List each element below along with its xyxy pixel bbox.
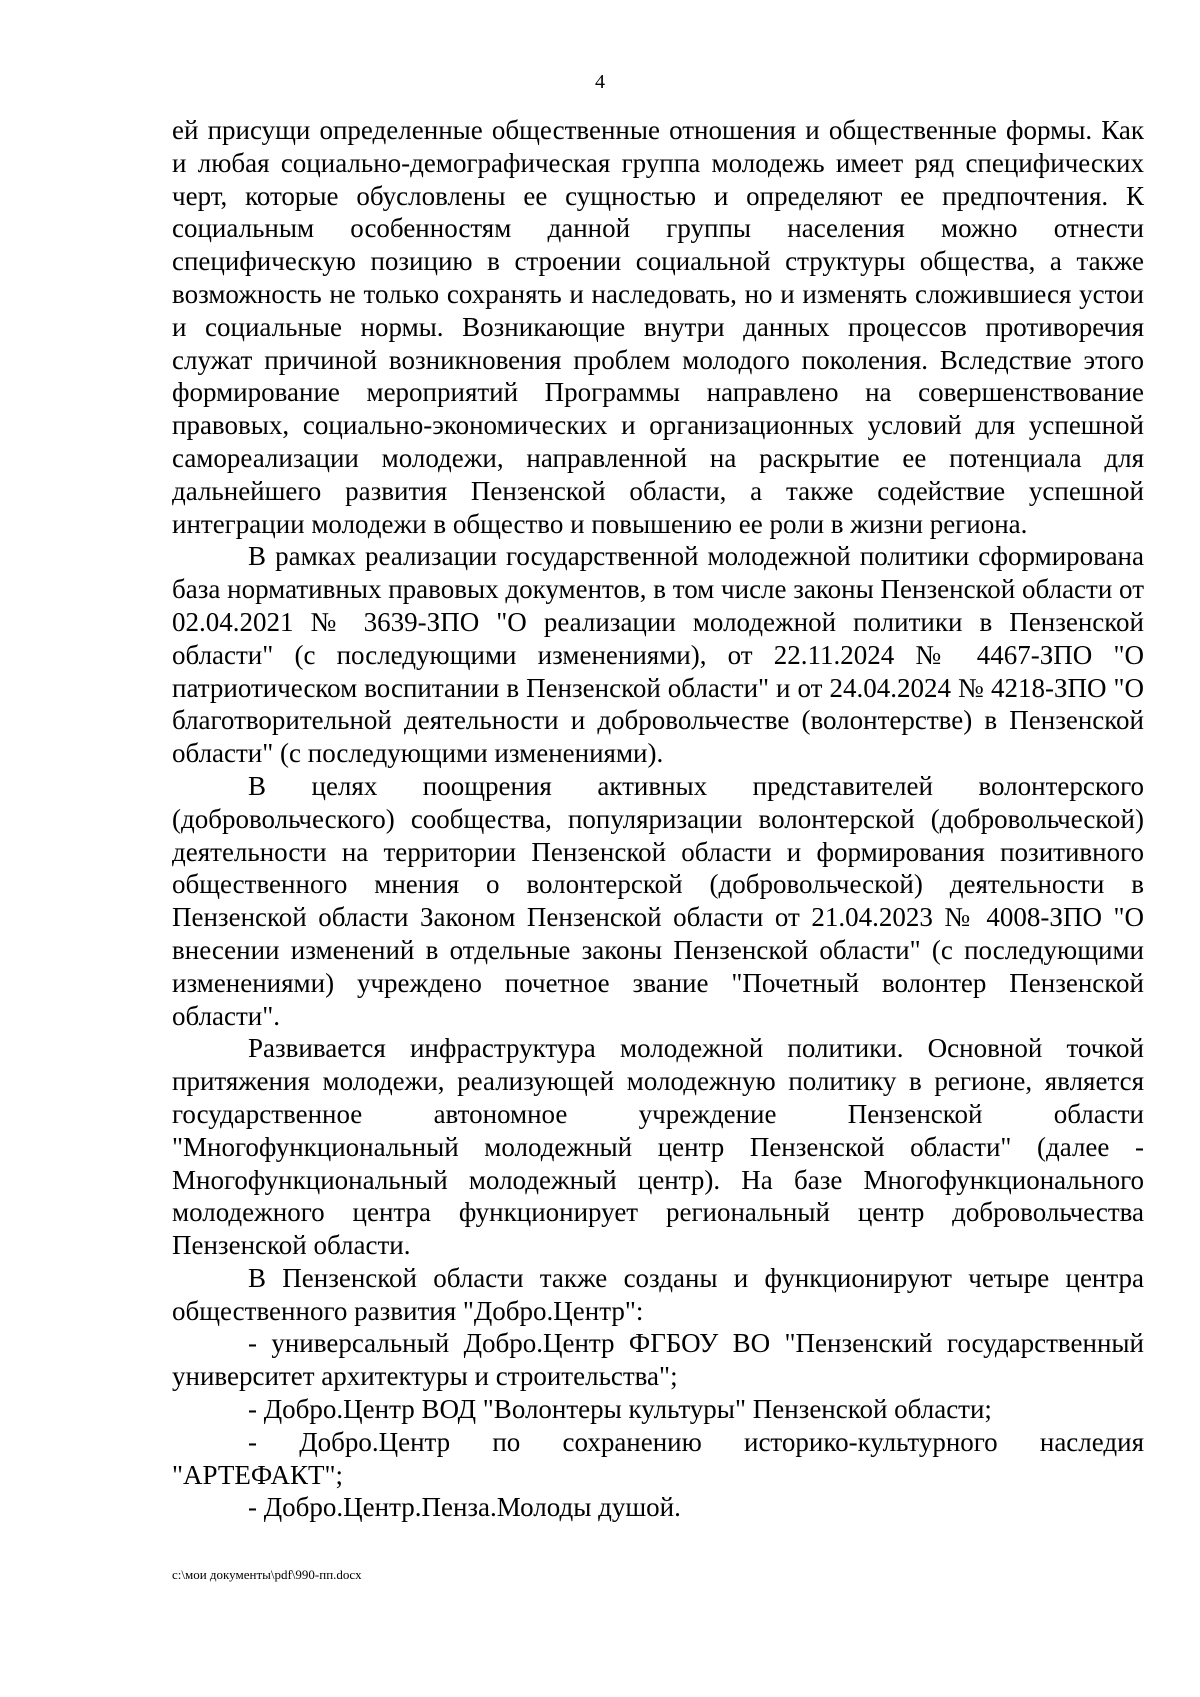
document-body bbox=[172, 114, 1144, 1524]
page-number: 4 bbox=[595, 71, 605, 93]
list-item-dobro-center-culture: - Добро.Центр ВОД "Волонтеры культуры" Пензенской области; bbox=[248, 1394, 992, 1425]
footer-file-path: c:\мои документы\pdf\990-пп.docx bbox=[172, 1567, 362, 1582]
paragraph-dobro-centers-intro: В Пензенской области также созданы и функционируют четыре центра общественного развития "Добро.Центр": bbox=[172, 1262, 1144, 1326]
list-item-dobro-center-penza: - Добро.Центр.Пенза.Молоды душой. bbox=[248, 1492, 681, 1523]
list-item-dobro-center-university: - универсальный Добро.Центр ФГБОУ ВО "Пензенский государственный университет архитектуры и строительства"; bbox=[172, 1328, 1144, 1392]
paragraph-legal-base: В рамках реализации государственной молодежной политики сформирована база нормативных правовых документов, в том числе законы Пензенской области от 02.04.2021 № 3639-ЗПО "О реализации молодежной политики в Пензенской области" (с последующими изменениями), от 22.11.2024 № 4467-ЗПО "О патриотическом воспитании в Пензенской области" и от 24.04.2024 № 4218-ЗПО "О благотворительной деятельности и добровольчестве (волонтерстве) в Пензенской области" (с последующими изменениями). bbox=[172, 541, 1144, 769]
paragraph-infrastructure: Развивается инфраструктура молодежной политики. Основной точкой притяжения молодежи, реализующей молодежную политику в регионе, является государственное автономное учреждение Пензенской области "Многофункциональный молодежный центр Пензенской области" (далее - Многофункциональный молодежный центр). На базе Многофункционального молодежного центра функционирует региональный центр добровольчества Пензенской области. bbox=[172, 1033, 1144, 1261]
list-item-dobro-center-artefact: - Добро.Центр по сохранению историко-культурного наследия "АРТЕФАКТ"; bbox=[172, 1426, 1144, 1490]
paragraph-youth-characteristics: ей присущи определенные общественные отношения и общественные формы. Как и любая социально-демографическая группа молодежь имеет ряд специфических черт, которые обусловлены ее сущностью и определяют ее предпочтения. К социальным особенностям данной группы населения можно отнести специфическую позицию в строении социальной структуры общества, а также возможность не только сохранять и наследовать, но и изменять сложившиеся устои и социальные нормы. Возникающие внутри данных процессов противоречия служат причиной возникновения проблем молодого поколения. Вследствие этого формирование мероприятий Программы направлено на совершенствование правовых, социально-экономических и организационных условий для успешной самореализации молодежи, направленной на раскрытие ее потенциала для дальнейшего развития Пензенской области, а также содействие успешной интеграции молодежи в общество и повышению ее роли в жизни региона. bbox=[172, 115, 1144, 539]
paragraph-volunteer-title: В целях поощрения активных представителей волонтерского (добровольческого) сообщества, популяризации волонтерской (добровольческой) деятельности на территории Пензенской области и формирования позитивного общественного мнения о волонтерской (добровольческой) деятельности в Пензенской области Законом Пензенской области от 21.04.2023 № 4008-ЗПО "О внесении изменений в отдельные законы Пензенской области" (с последующими изменениями) учреждено почетное звание "Почетный волонтер Пензенской области". bbox=[172, 770, 1144, 1031]
